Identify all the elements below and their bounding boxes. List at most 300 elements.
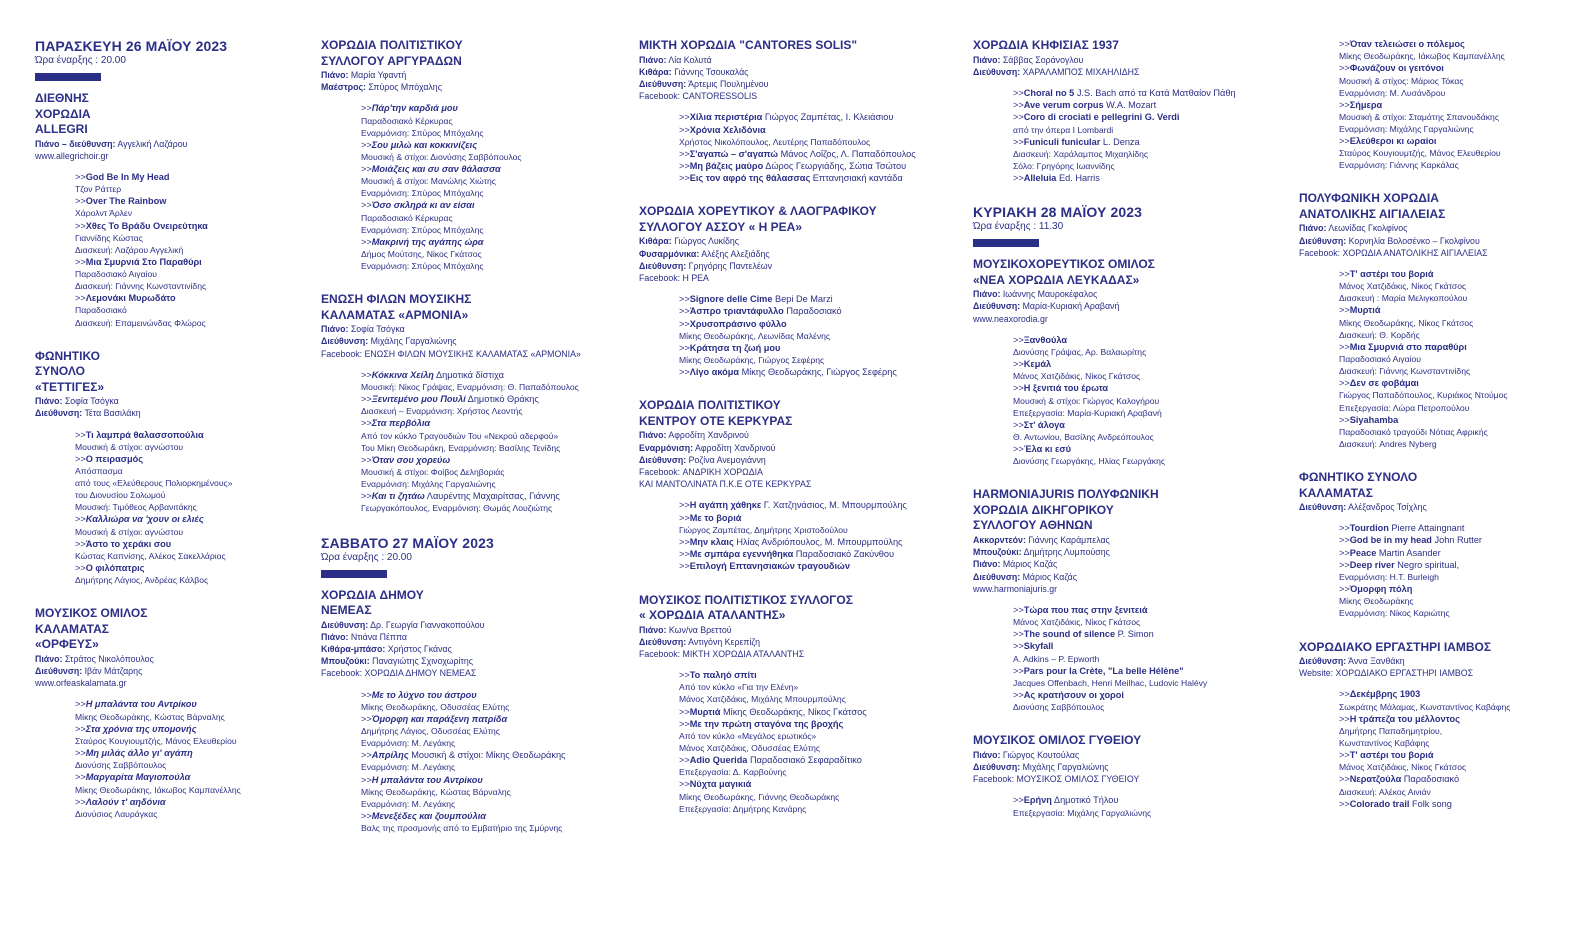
song-line	[679, 718, 954, 730]
choir-title-line: ΧΟΡΩΔΙΑΚΟ ΕΡΓΑΣΤΗΡΙ ΙΑΜΒΟΣ	[1299, 639, 1492, 654]
song-line	[75, 292, 290, 304]
song-detail: Διονύσης Σαββόπουλος	[1013, 702, 1105, 713]
arrow-marker: >>	[361, 418, 372, 429]
song-detail: Επεξεργασία: Δ. Καρβούνης	[679, 767, 787, 778]
song-detail: Επεξεργασία: Μιχάλης Γαργαλιώνης	[1013, 807, 1152, 818]
credit-line	[973, 761, 1283, 773]
credit-value: ΧΑΡΑΛΑΜΠΟΣ ΜΙΧΑΗΛΙΔΗΣ	[1020, 66, 1140, 77]
song-item	[75, 562, 290, 586]
song-item	[679, 512, 954, 536]
song-detail: Δημήτρης Λάγιος, Οδυσσέας Ελύτης	[361, 726, 500, 737]
song-detail: Σταύρος Κουγιουμτζής, Μάνος Ελευθερίου	[1339, 148, 1501, 159]
song-title: Μια Σμυρνιά στο παραθύρι	[1349, 341, 1467, 352]
arrow-marker: >>	[679, 306, 690, 317]
song-credit: Γ. Χατζηνάσιος, Μ. Μπουρμπούλης	[761, 500, 907, 511]
song-line	[1013, 604, 1283, 616]
song-item	[1013, 382, 1283, 418]
arrow-marker: >>	[1013, 359, 1024, 370]
song-detail: Εναρμόνιση: Μ. Λυσάνδρου	[1339, 87, 1446, 98]
credit-line	[639, 454, 954, 466]
song-item	[361, 199, 621, 235]
song-title: Δεκέμβρης 1903	[1349, 689, 1421, 700]
choir-block	[35, 349, 290, 587]
credit-value: Facebook: ΕΝΩΣΗ ΦΙΛΩΝ ΜΟΥΣΙΚΗΣ ΚΑΛΑΜΑΤΑΣ «ΑΡΜΟΝΙΑ»	[321, 348, 581, 359]
song-item	[1013, 443, 1283, 467]
choir-title-line: ΧΟΡΩΔΙΑ ΠΟΛΙΤΙΣΤΙΚΟΥ	[321, 38, 463, 52]
song-item	[1339, 534, 1574, 546]
song-item	[75, 256, 290, 292]
song-credit: Ed. Harris	[1056, 173, 1100, 183]
song-line	[75, 723, 290, 735]
credit-value: Λία Κολυτά	[666, 54, 712, 65]
song-item	[75, 429, 290, 453]
arrow-marker: >>	[361, 236, 372, 247]
song-detail: Κώστας Καπνίσης, Αλέκος Σακελλάριος	[75, 550, 226, 561]
song-list	[1013, 334, 1283, 468]
day-header	[35, 38, 290, 81]
arrow-marker: >>	[679, 173, 690, 184]
song-detail: Δημήτρης Λάγιος, Ανδρέας Κάλβος	[75, 575, 209, 586]
song-line	[361, 369, 621, 381]
arrow-marker: >>	[361, 200, 372, 211]
song-title: Η ξενιτιά του έρωτα	[1023, 383, 1109, 394]
song-detail: Σταύρος Κουγιουμτζής, Μάνος Ελευθερίου	[75, 735, 237, 746]
song-title: Χρόνια Χελιδόνια	[689, 124, 766, 135]
song-item	[1339, 559, 1574, 583]
credit-value: Άννα Ξανθάκη	[1346, 656, 1405, 667]
arrow-marker: >>	[1339, 414, 1350, 425]
credit-line	[639, 272, 954, 284]
song-line	[361, 163, 621, 175]
song-detail: Εναρμόνιση: Νίκος Καριώτης	[1339, 608, 1450, 619]
song-line	[1339, 583, 1574, 595]
column-5	[1299, 38, 1574, 830]
credit-value: www.orfeaskalamata.gr	[35, 678, 127, 689]
song-item	[1013, 172, 1283, 184]
song-detail: Μάνος Χατζιδάκις, Νίκος Γκάτσος	[1013, 371, 1141, 382]
credit-value: Σπύρος Μπόχαλης	[365, 82, 442, 93]
song-line	[75, 562, 290, 574]
credit-line	[321, 348, 621, 360]
song-line	[361, 454, 621, 466]
arrow-marker: >>	[75, 453, 86, 464]
day-title: ΠΑΡΑΣΚΕΥΗ 26 ΜΑΪΟΥ 2023	[35, 38, 228, 54]
credit-role: Πιάνο:	[639, 430, 667, 441]
credit-value: Δρ. Γεωργία Γιαννακοπούλου	[368, 619, 485, 630]
song-title: Η μπαλάντα του Αντρίκου	[85, 699, 197, 710]
song-detail: Μουσική & στίχοι: Σταμάτης Σπανουδάκης	[1339, 111, 1499, 122]
song-line	[1339, 135, 1574, 147]
column-3	[639, 38, 954, 835]
credit-role: Πιάνο:	[973, 54, 1001, 65]
song-line	[361, 393, 621, 405]
credit-line	[639, 442, 954, 454]
choir-title-line: ΣΥΝΟΛΟ	[35, 364, 85, 379]
song-detail: Μάνος Χατζιδάκις, Νίκος Γκάτσος	[1013, 617, 1141, 628]
song-title: Με σμπάρα εγεννήθηκα	[689, 549, 794, 560]
credit-value: Κων/να Βρεττού	[666, 624, 732, 635]
song-title: Ο φιλόπατρις	[85, 563, 145, 574]
credit-role: Μπουζούκι:	[973, 547, 1022, 558]
song-detail: Μίκης Θεοδωράκης, Οδυσσέας Ελύτης	[361, 701, 510, 712]
song-detail: Από τον κύκλο Τραγουδιών Του «Νεκρού αδερφού»	[361, 430, 559, 441]
credit-role: Διεύθυνση:	[321, 619, 369, 630]
song-credit: John Rutter	[1431, 535, 1482, 546]
column-1	[35, 38, 290, 840]
credit-value: Ντιάνα Πέππα	[348, 631, 408, 642]
song-title: Λίγο ακόμα	[689, 367, 740, 378]
song-line	[1339, 414, 1574, 426]
song-line	[1013, 794, 1283, 806]
song-detail: Μίκης Θεοδωράκης, Ιάκωβος Καμπανέλλης	[1339, 51, 1505, 62]
arrow-marker: >>	[1339, 547, 1350, 558]
day-title: ΚΥΡΙΑΚΗ 28 ΜΑΪΟΥ 2023	[973, 204, 1142, 221]
song-title: Colorado trail	[1349, 798, 1410, 809]
credit-role: Διεύθυνση:	[1299, 656, 1347, 667]
song-detail: Επεξεργασία: Δημήτρης Κανάρης	[679, 803, 807, 814]
song-title: Φωνάζουν οι γειτόνοι	[1349, 63, 1444, 74]
song-title: Deep river	[1349, 559, 1395, 570]
choir-title-line: ΦΩΝΗΤΙΚΟ	[35, 348, 100, 363]
song-line	[679, 366, 954, 378]
song-detail: Του Μίκη Θεοδωράκη, Εναρμόνιση: Βασίλης Τενίδης	[361, 442, 561, 453]
song-list	[1013, 604, 1283, 713]
arrow-marker: >>	[75, 256, 86, 267]
choir-block	[973, 733, 1283, 818]
song-list	[1339, 522, 1574, 619]
credit-value: Γιάννης Καράμπελας	[1025, 534, 1110, 545]
song-detail: Παραδοσιακό Κέρκυρας	[361, 212, 453, 223]
song-item	[1339, 377, 1574, 413]
song-detail: Μίκης Θεοδωράκης, Κώστας Βάρναλης	[361, 786, 511, 797]
song-item	[679, 124, 954, 148]
song-item	[1339, 773, 1574, 797]
choir-block	[639, 204, 954, 378]
song-item	[679, 148, 954, 160]
arrow-marker: >>	[1339, 774, 1350, 785]
song-line	[1339, 99, 1574, 111]
song-line	[679, 778, 954, 790]
credit-value: Στράτος Νικολόπουλος	[62, 653, 154, 664]
song-detail: Παραδοσιακό Αιγαίου	[75, 269, 157, 280]
credit-role: Κιθάρα:	[639, 66, 672, 77]
credit-line	[973, 546, 1283, 558]
choir-title-line: ΚΑΛΑΜΑΤΑΣ	[1299, 485, 1373, 500]
song-detail: Εναρμόνιση: H.T. Burleigh	[1339, 572, 1439, 583]
arrow-marker: >>	[679, 318, 690, 329]
arrow-marker: >>	[75, 538, 86, 549]
song-title: Νερατζούλα	[1349, 774, 1402, 785]
song-item	[679, 111, 954, 123]
song-item	[75, 292, 290, 328]
arrow-marker: >>	[1339, 341, 1350, 352]
song-list	[75, 698, 290, 819]
song-list	[679, 669, 954, 815]
credit-line	[35, 665, 290, 677]
arrow-marker: >>	[1339, 523, 1350, 534]
song-title: Το παληό σπίτι	[689, 670, 757, 681]
credit-line	[321, 631, 621, 643]
song-line	[75, 513, 290, 525]
song-credit: Μουσική & στίχοι: Μίκης Θεοδωράκης	[408, 750, 566, 761]
song-item	[1339, 713, 1574, 749]
song-list	[75, 429, 290, 587]
song-title: Siyahamba	[1349, 414, 1399, 425]
arrow-marker: >>	[679, 755, 690, 766]
song-title: Μη βάζεις μαύρο	[689, 161, 764, 172]
arrow-marker: >>	[1339, 39, 1350, 49]
song-detail: Εναρμόνιση: Σπύρος Μπόχαλης	[361, 224, 484, 235]
song-line	[361, 810, 621, 822]
song-detail: Μουσική: Τιμόθεος Αρβανιτάκης	[75, 502, 197, 513]
credit-value: Μαρία Υφαντή	[348, 70, 407, 80]
song-detail: Δήμος Μούτσης, Νίκος Γκάτσος	[361, 249, 482, 260]
choir-block	[639, 593, 954, 815]
song-detail: Επεξεργασία: Μαρία-Κυριακή Αραβανή	[1013, 407, 1162, 418]
song-item	[679, 536, 954, 548]
arrow-marker: >>	[1339, 378, 1350, 389]
arrow-marker: >>	[361, 369, 372, 380]
column-2	[321, 38, 621, 854]
choir-block	[321, 292, 621, 514]
song-item	[361, 713, 621, 749]
song-item	[679, 718, 954, 754]
arrow-marker: >>	[1013, 334, 1024, 345]
choir-title-line: ΧΟΡΩΔΙΑ ΚΗΦΙΣΙΑΣ 1937	[973, 38, 1119, 52]
song-detail: Βαλς της προσμονής από το Εμβατήριο της Σμύρνης	[361, 823, 563, 834]
song-list	[679, 111, 954, 184]
choir-title-line: ΦΩΝΗΤΙΚΟ ΣΥΝΟΛΟ	[1299, 470, 1418, 485]
choir-block	[35, 91, 290, 329]
song-detail: Μουσική & στίχοι: Διονύσης Σαββόπουλος	[361, 152, 522, 162]
song-title: Peace	[1349, 547, 1377, 558]
credit-value: Αφροδίτη Χανδρινού	[693, 442, 776, 453]
credit-value: www.neaxorodia.gr	[973, 313, 1048, 324]
arrow-marker: >>	[75, 171, 86, 182]
credit-role: Διεύθυνση:	[973, 762, 1021, 772]
credit-line	[973, 54, 1283, 66]
credit-value: Μιχάλης Γαργαλιώνης	[1020, 762, 1109, 772]
credit-value: Τέτα Βασιλάκη	[82, 408, 141, 419]
song-detail: Μίκης Θεοδωράκης, Γιώργος Σεφέρης	[679, 355, 825, 366]
song-item	[1339, 62, 1574, 98]
arrow-marker: >>	[75, 748, 86, 759]
credit-value: Facebook: Η ΡΕΑ	[639, 273, 709, 284]
credit-value: Μάριος Καζάς	[1020, 571, 1078, 582]
song-item	[679, 172, 954, 184]
credit-value: Αλέξης Αλεξιάδης	[699, 248, 770, 259]
song-list	[1339, 268, 1574, 450]
credit-role: Πιάνο:	[639, 624, 667, 635]
song-title: Ξανθούλα	[1023, 334, 1067, 345]
credit-line	[321, 323, 621, 335]
song-title: Ο πειρασμός	[85, 453, 144, 464]
choir-title-line: ΜΟΥΣΙΚΟΣ ΟΜΙΛΟΣ ΓΥΘΕΙΟΥ	[973, 733, 1142, 748]
song-line	[75, 195, 290, 207]
song-title: Στ' άλογα	[1023, 419, 1065, 430]
song-credit: Μίκης Θεοδωράκης, Γιώργος Σεφέρης	[739, 367, 897, 378]
credit-line	[35, 138, 290, 150]
arrow-marker: >>	[1339, 535, 1350, 546]
arrow-marker: >>	[1013, 795, 1024, 806]
credit-line	[639, 235, 954, 247]
song-title: Στα περβόλια	[371, 418, 431, 429]
choir-title-line: ΜΙΚΤΗ ΧΟΡΩΔΙΑ "CANTORES SOLIS"	[639, 38, 858, 52]
song-item	[75, 195, 290, 219]
credit-value: Αφροδίτη Χανδρινού	[666, 430, 749, 441]
song-detail: Μίκης Θεοδωράκης, Νίκος Γκάτσος	[1339, 317, 1474, 328]
arrow-marker: >>	[75, 723, 86, 734]
song-line	[1013, 136, 1283, 148]
credit-line	[35, 150, 290, 162]
song-detail: Χάρολντ Άρλεν	[75, 208, 132, 219]
credit-line	[35, 653, 290, 665]
choir-title-line: ΚΑΛΑΜΑΤΑΣ	[35, 621, 109, 636]
song-line	[679, 548, 954, 560]
song-credit: Δημοτικό Τήλου	[1051, 795, 1119, 806]
song-line	[679, 172, 954, 184]
credit-value: www.harmoniajuris.gr	[973, 583, 1058, 594]
credit-role: Διεύθυνση:	[639, 78, 687, 89]
song-title: Χθες Το Βράδυ Ονειρεύτηκα	[85, 220, 208, 231]
credit-value: ΚΑΙ ΜΑΝΤΟΛΙΝΑΤΑ Π.Κ.Ε ΟΤΕ ΚΕΡΚΥΡΑΣ	[639, 479, 812, 490]
song-item	[1013, 689, 1283, 713]
song-line	[1339, 304, 1574, 316]
credit-line	[321, 655, 621, 667]
song-line	[361, 749, 621, 761]
song-detail: Γιώργος Παπαδόπουλος, Κυριάκος Ντούμος	[1339, 390, 1508, 401]
song-title: Ελεύθεροι κι ωραίοι	[1349, 136, 1437, 147]
song-line	[1339, 713, 1574, 725]
song-item	[679, 499, 954, 511]
start-time: Ώρα έναρξης : 20.00	[321, 551, 412, 563]
credit-line	[321, 69, 621, 81]
choir-title-line: ΧΟΡΩΔΙΑ ΧΟΡΕΥΤΙΚΟΥ & ΛΑΟΓΡΑΦΙΚΟΥ	[639, 204, 877, 219]
song-detail: Διονύσης Σαββόπουλος	[75, 760, 167, 771]
song-line	[75, 453, 290, 465]
song-title: Στα χρόνια της υπομονής	[85, 723, 197, 734]
arrow-marker: >>	[679, 561, 690, 572]
song-title: Μοιάζεις και συ σαν θάλασσα	[371, 164, 501, 175]
day-header	[321, 535, 621, 578]
song-title: Choral no 5	[1023, 87, 1075, 98]
credit-line	[639, 248, 954, 260]
song-item	[1339, 341, 1574, 377]
credit-role: Διεύθυνση:	[639, 260, 687, 271]
arrow-marker: >>	[679, 706, 690, 717]
song-title: Signore delle Cime	[689, 294, 773, 305]
song-list	[679, 499, 954, 572]
credit-value: Αγγελική Λαζάρου	[115, 138, 188, 149]
arrow-marker: >>	[679, 294, 690, 305]
song-line	[361, 236, 621, 248]
choir-title-line: ΚΑΛΑΜΑΤΑΣ «ΑΡΜΟΝΙΑ»	[321, 307, 469, 322]
song-item	[1013, 665, 1283, 689]
arrow-marker: >>	[679, 536, 690, 547]
choir-title-line: ΜΟΥΣΙΚΟΧΟΡΕΥΤΙΚΟΣ ΟΜΙΛΟΣ	[973, 257, 1155, 272]
credit-line	[973, 313, 1283, 325]
song-detail: Εναρμόνιση: Σπύρος Μπόχαλης	[361, 188, 484, 199]
song-item	[1013, 136, 1283, 172]
song-line	[1339, 377, 1574, 389]
credit-value: Facebook: ΜΟΥΣΙΚΟΣ ΟΜΙΛΟΣ ΓΥΘΕΙΟΥ	[973, 774, 1140, 785]
song-title: Over The Rainbow	[85, 196, 167, 207]
arrow-marker: >>	[361, 164, 372, 175]
song-item	[1013, 358, 1283, 382]
song-item	[1339, 749, 1574, 773]
arrow-marker: >>	[679, 367, 690, 378]
song-detail: Διασκευή: Θ. Κορδής	[1339, 329, 1420, 340]
credit-line	[639, 260, 954, 272]
day-title: ΣΑΒΒΑΤΟ 27 ΜΑΪΟΥ 2023	[321, 534, 494, 551]
song-item	[1339, 583, 1574, 619]
song-line	[1339, 268, 1574, 280]
song-detail: Μουσική & στίχοι: Φοίβος Δεληβοριάς	[361, 467, 505, 478]
song-line	[75, 538, 290, 550]
arrow-marker: >>	[1339, 798, 1350, 809]
song-item	[1013, 99, 1283, 111]
song-credit: J.S. Bach από τα Κατά Ματθαίον Πάθη	[1074, 87, 1236, 98]
credit-value: Παναγιώτης Σχινοχωρίτης	[369, 656, 474, 667]
song-list	[361, 102, 621, 272]
song-detail: Διασκευή: Γιάννης Κωνσταντινίδης	[1339, 366, 1471, 377]
song-item	[1339, 304, 1574, 340]
divider-bar	[973, 239, 1039, 247]
song-item	[1339, 135, 1574, 171]
song-title: Τώρα που πας στην ξενιτειά	[1023, 604, 1148, 615]
credit-value: Facebook: CANTORESSOLIS	[639, 91, 758, 102]
song-line	[679, 342, 954, 354]
song-line	[679, 499, 954, 511]
song-item	[361, 417, 621, 453]
credit-value: Άρτεμις Πουλημένου	[686, 78, 769, 89]
arrow-marker: >>	[1013, 641, 1024, 652]
song-credit: Folk song	[1409, 798, 1452, 809]
arrow-marker: >>	[1339, 136, 1350, 147]
song-list	[1013, 794, 1283, 818]
choir-block	[1299, 38, 1574, 171]
arrow-marker: >>	[679, 500, 690, 511]
choir-block	[1299, 470, 1574, 620]
arrow-marker: >>	[679, 718, 690, 729]
song-credit: Δημοτικό Θράκης	[465, 394, 539, 405]
song-item	[1013, 334, 1283, 358]
arrow-marker: >>	[679, 124, 690, 135]
song-line	[679, 706, 954, 718]
choir-title-line: ΑΝΑΤΟΛΙΚΗΣ ΑΙΓΙΑΛΕΙΑΣ	[1299, 206, 1446, 221]
song-title: Άσπρο τριαντάφυλλο	[689, 306, 784, 317]
credit-line	[973, 749, 1283, 761]
song-title: Όμορφη πόλη	[1349, 584, 1413, 595]
arrow-marker: >>	[1339, 750, 1350, 761]
song-detail: A. Adkins – P. Epworth	[1013, 653, 1100, 664]
credit-value: Website: ΧΟΡΩΔΙΑΚΟ ΕΡΓΑΣΤΗΡΙ ΙΑΜΒΟΣ	[1299, 668, 1474, 679]
song-detail: Από τον κύκλο «Για την Ελένη»	[679, 682, 799, 693]
song-detail: από την όπερα I Lombardi	[1013, 124, 1114, 135]
choir-title-line: ΣΥΛΛΟΓΟΥ ΑΡΓΥΡΑΔΩΝ	[321, 53, 462, 68]
song-detail: Μίκης Θεοδωράκης, Κώστας Βάρναλης	[75, 711, 225, 722]
song-line	[1013, 334, 1283, 346]
arrow-marker: >>	[361, 103, 372, 114]
credit-line	[35, 677, 290, 689]
credit-value: Facebook: ΧΟΡΩΔΙΑ ΑΝΑΤΟΛΙΚΗΣ ΑΙΓΙΑΛΕΙΑΣ	[1299, 247, 1488, 258]
song-item	[75, 723, 290, 747]
song-line	[1013, 689, 1283, 701]
song-title: Τ' αστέρι του βοριά	[1349, 269, 1434, 280]
song-credit: P. Simon	[1115, 629, 1154, 640]
song-title: Tourdion	[1349, 523, 1389, 534]
choir-title-line: ΚΕΝΤΡΟΥ ΟΤΕ ΚΕΡΚΥΡΑΣ	[639, 413, 793, 428]
